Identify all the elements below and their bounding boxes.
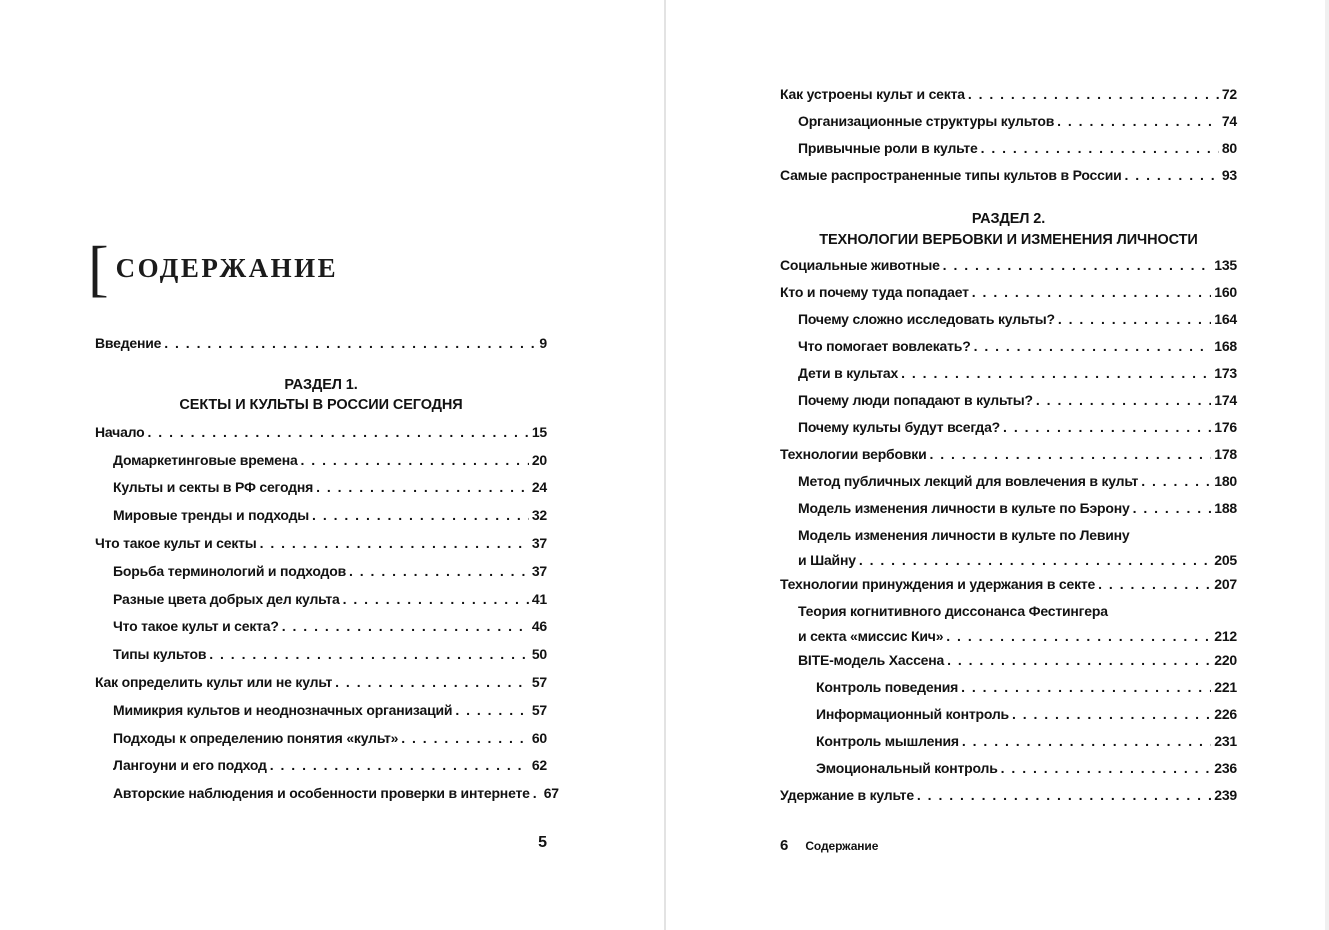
dot-leader xyxy=(1133,495,1212,522)
page-gutter-divider xyxy=(664,0,666,930)
dot-leader xyxy=(962,728,1211,755)
toc-entry-row xyxy=(95,330,547,358)
dot-leader xyxy=(455,697,529,725)
toc-entry-row xyxy=(95,725,547,753)
toc-entry-page: 15 xyxy=(531,423,547,440)
dot-leader xyxy=(164,330,536,358)
toc-entry-page: 9 xyxy=(539,335,547,351)
toc-entry-page: 220 xyxy=(1214,652,1237,668)
toc-entry-page: 46 xyxy=(531,618,547,635)
section-heading xyxy=(95,375,547,416)
section-heading-line: СЕКТЫ И КУЛЬТЫ В РОССИИ СЕГОДНЯ xyxy=(179,397,463,414)
toc-entry-row xyxy=(780,333,1237,360)
page-right-edge xyxy=(1325,0,1329,930)
toc-entry-row xyxy=(780,468,1237,495)
toc-entry-label: Введение xyxy=(95,335,162,351)
dot-leader xyxy=(1141,468,1211,495)
toc-entry-row xyxy=(780,81,1237,108)
toc-entry-page: 62 xyxy=(531,757,547,774)
section-heading-line: ТЕХНОЛОГИИ ВЕРБОВКИ И ИЗМЕНЕНИЯ ЛИЧНОСТИ xyxy=(819,231,1198,248)
toc-entry-label: Технологии принуждения и удержания в секте xyxy=(780,576,1096,592)
toc-entry-row xyxy=(780,647,1237,674)
toc-entry-label: Удержание в культе xyxy=(780,787,914,803)
toc-entry-label: Теория когнитивного диссонанса Фестингера xyxy=(798,603,1108,619)
toc-entry-row xyxy=(780,782,1237,809)
toc-entry-page: 50 xyxy=(531,646,547,663)
dot-leader xyxy=(148,419,529,447)
toc-entry-label: Что такое культ и секты xyxy=(95,534,257,551)
toc-entry-row xyxy=(780,755,1237,782)
toc-entry-row xyxy=(95,613,547,641)
toc-entry-row xyxy=(780,108,1237,135)
toc-title-block xyxy=(88,235,339,303)
toc-entry-page: 239 xyxy=(1214,787,1237,803)
dot-leader xyxy=(260,530,529,558)
toc-entry-page: 24 xyxy=(531,479,547,496)
toc-entry-row xyxy=(780,728,1237,755)
running-title: Содержание xyxy=(805,839,879,853)
toc-entry-label: Модель изменения личности в культе по Бэрону xyxy=(798,500,1130,516)
toc-entry-page: 80 xyxy=(1221,140,1237,156)
dot-leader xyxy=(401,725,529,753)
toc-entry-page: 93 xyxy=(1221,167,1237,183)
dot-leader xyxy=(947,647,1211,674)
toc-entry-page: 236 xyxy=(1214,760,1237,776)
toc-entry-row xyxy=(95,752,547,780)
toc-entry-row xyxy=(95,558,547,586)
toc-entry-row xyxy=(780,441,1237,468)
toc-entry-row xyxy=(780,162,1237,189)
left-toc-list xyxy=(95,330,559,808)
toc-entry-label: Культы и секты в РФ сегодня xyxy=(113,479,314,496)
toc-entry-label: Контроль мышления xyxy=(816,733,959,749)
toc-entry-label: Технологии вербовки xyxy=(780,446,927,462)
toc-entry-row xyxy=(780,549,1237,571)
toc-entry-row xyxy=(780,135,1237,162)
toc-entry-page: 174 xyxy=(1214,392,1237,408)
toc-entry-page: 188 xyxy=(1214,500,1237,516)
toc-entry-label: Информационный контроль xyxy=(816,706,1009,722)
toc-entry-row xyxy=(780,387,1237,414)
toc-entry-label: Почему люди попадают в культы? xyxy=(798,392,1033,408)
dot-leader xyxy=(972,279,1211,306)
toc-entry-row xyxy=(95,419,547,447)
dot-leader xyxy=(209,641,529,669)
toc-entry-row xyxy=(780,360,1237,387)
toc-entry-row xyxy=(95,780,559,808)
toc-entry-label: Контроль поведения xyxy=(816,679,959,695)
toc-entry-row xyxy=(780,571,1237,598)
toc-entry-label: Начало xyxy=(95,423,145,440)
toc-entry-label: Авторские наблюдения и особенности проверки в интернете xyxy=(113,785,530,802)
dot-leader xyxy=(533,780,541,808)
dot-leader xyxy=(1036,387,1211,414)
toc-entry-page: 57 xyxy=(531,673,547,690)
toc-entry-row xyxy=(780,625,1237,647)
toc-entry-row xyxy=(780,252,1237,279)
dot-leader xyxy=(316,474,529,502)
toc-entry-label: Что помогает вовлекать? xyxy=(798,338,971,354)
toc-entry-label: Как устроены культ и секта xyxy=(780,86,965,102)
toc-entry-row xyxy=(780,414,1237,441)
dot-leader xyxy=(943,252,1212,279)
toc-entry-page: 37 xyxy=(531,534,547,551)
toc-entry-page: 72 xyxy=(1221,86,1237,102)
toc-entry-page: 168 xyxy=(1214,338,1237,354)
toc-entry-row xyxy=(95,697,547,725)
dot-leader xyxy=(946,625,1211,647)
toc-entry-label: Мимикрия культов и неоднозначных организаций xyxy=(113,701,453,718)
toc-entry-page: 207 xyxy=(1214,576,1237,592)
toc-entry-page: 164 xyxy=(1214,311,1237,327)
dot-leader xyxy=(961,674,1211,701)
dot-leader xyxy=(1125,162,1219,189)
toc-entry-page: 41 xyxy=(531,590,547,607)
toc-entry-page: 226 xyxy=(1214,706,1237,722)
toc-entry-row xyxy=(780,598,1237,625)
toc-entry-row xyxy=(95,474,547,502)
toc-entry-page: 178 xyxy=(1214,446,1237,462)
toc-entry-label: Лангоуни и его подход xyxy=(113,757,267,774)
toc-entry-page: 74 xyxy=(1221,113,1237,129)
dot-leader xyxy=(1058,306,1211,333)
dot-leader xyxy=(901,360,1211,387)
toc-entry-label: Самые распространенные типы культов в России xyxy=(780,167,1122,183)
toc-entry-label: Привычные роли в культе xyxy=(798,140,978,156)
dot-leader xyxy=(343,586,529,614)
toc-entry-row xyxy=(780,522,1237,549)
toc-entry-page: 20 xyxy=(531,451,547,468)
dot-leader xyxy=(1057,108,1219,135)
dot-leader xyxy=(974,333,1212,360)
dot-leader xyxy=(349,558,529,586)
dot-leader xyxy=(335,669,529,697)
toc-entry-row xyxy=(780,306,1237,333)
toc-entry-label: Организационные структуры культов xyxy=(798,113,1055,129)
toc-entry-page: 32 xyxy=(531,507,547,524)
dot-leader xyxy=(1003,414,1211,441)
toc-entry-label: Кто и почему туда попадает xyxy=(780,284,969,300)
toc-entry-row xyxy=(780,674,1237,701)
dot-leader xyxy=(282,613,529,641)
toc-entry-label: Модель изменения личности в культе по Левину xyxy=(798,527,1130,543)
toc-entry-page: 180 xyxy=(1214,473,1237,489)
toc-entry-label: BITE-модель Хассена xyxy=(798,652,945,668)
section-heading-line: РАЗДЕЛ 2. xyxy=(971,211,1046,227)
toc-entry-label: Дети в культах xyxy=(798,365,899,381)
right-page-footer xyxy=(780,837,878,854)
toc-entry-label: Почему культы будут всегда? xyxy=(798,419,1001,435)
toc-entry-label: Домаркетинговые времена xyxy=(113,451,298,468)
toc-entry-row xyxy=(780,279,1237,306)
toc-entry-label: и секта «миссис Кич» xyxy=(798,628,944,644)
toc-entry-row xyxy=(95,447,547,475)
dot-leader xyxy=(1001,755,1212,782)
toc-entry-page: 57 xyxy=(531,701,547,718)
toc-entry-label: Социальные животные xyxy=(780,257,940,273)
toc-entry-label: Эмоциональный контроль xyxy=(816,760,998,776)
toc-entry-page: 37 xyxy=(531,562,547,579)
toc-entry-label: Что такое культ и секта? xyxy=(113,618,279,635)
dot-leader xyxy=(1012,701,1211,728)
toc-entry-page: 67 xyxy=(543,785,559,802)
dot-leader xyxy=(301,447,529,475)
section-heading-line: РАЗДЕЛ 1. xyxy=(284,376,358,393)
toc-entry-page: 231 xyxy=(1214,733,1237,749)
toc-entry-label: Разные цвета добрых дел культа xyxy=(113,590,340,607)
right-toc-list xyxy=(780,81,1237,809)
toc-entry-page: 221 xyxy=(1214,679,1237,695)
toc-entry-row xyxy=(95,586,547,614)
toc-entry-row xyxy=(95,669,547,697)
right-page-number: 6 xyxy=(780,837,789,854)
toc-entry-row xyxy=(780,701,1237,728)
toc-title: СОДЕРЖАНИЕ xyxy=(115,253,339,283)
toc-entry-row xyxy=(780,495,1237,522)
dot-leader xyxy=(917,782,1211,809)
toc-entry-page: 212 xyxy=(1214,628,1237,644)
toc-entry-label: Почему сложно исследовать культы? xyxy=(798,311,1055,327)
left-page-number: 5 xyxy=(538,834,547,851)
toc-entry-page: 205 xyxy=(1214,552,1237,568)
toc-entry-page: 135 xyxy=(1214,257,1237,273)
toc-entry-page: 60 xyxy=(531,729,547,746)
toc-entry-page: 176 xyxy=(1214,419,1237,435)
toc-entry-row xyxy=(95,502,547,530)
toc-entry-row xyxy=(95,530,547,558)
toc-entry-label: Типы культов xyxy=(113,646,207,663)
toc-entry-label: Подходы к определению понятия «культ» xyxy=(113,729,399,746)
dot-leader xyxy=(981,135,1219,162)
dot-leader xyxy=(859,549,1211,571)
toc-entry-row xyxy=(95,641,547,669)
dot-leader xyxy=(1098,571,1211,598)
dot-leader xyxy=(312,502,529,530)
dot-leader xyxy=(270,752,529,780)
toc-entry-page: 160 xyxy=(1214,284,1237,300)
toc-entry-label: и Шайну xyxy=(798,552,856,568)
toc-entry-label: Как определить культ или не культ xyxy=(95,673,333,690)
section-heading xyxy=(780,209,1237,250)
dot-leader xyxy=(929,441,1211,468)
toc-entry-page: 173 xyxy=(1214,365,1237,381)
toc-entry-label: Борьба терминологий и подходов xyxy=(113,562,346,579)
toc-entry-label: Метод публичных лекций для вовлечения в культ xyxy=(798,473,1139,489)
toc-entry-label: Мировые тренды и подходы xyxy=(113,507,310,524)
bracket-ornament: [ xyxy=(88,235,109,303)
dot-leader xyxy=(968,81,1219,108)
